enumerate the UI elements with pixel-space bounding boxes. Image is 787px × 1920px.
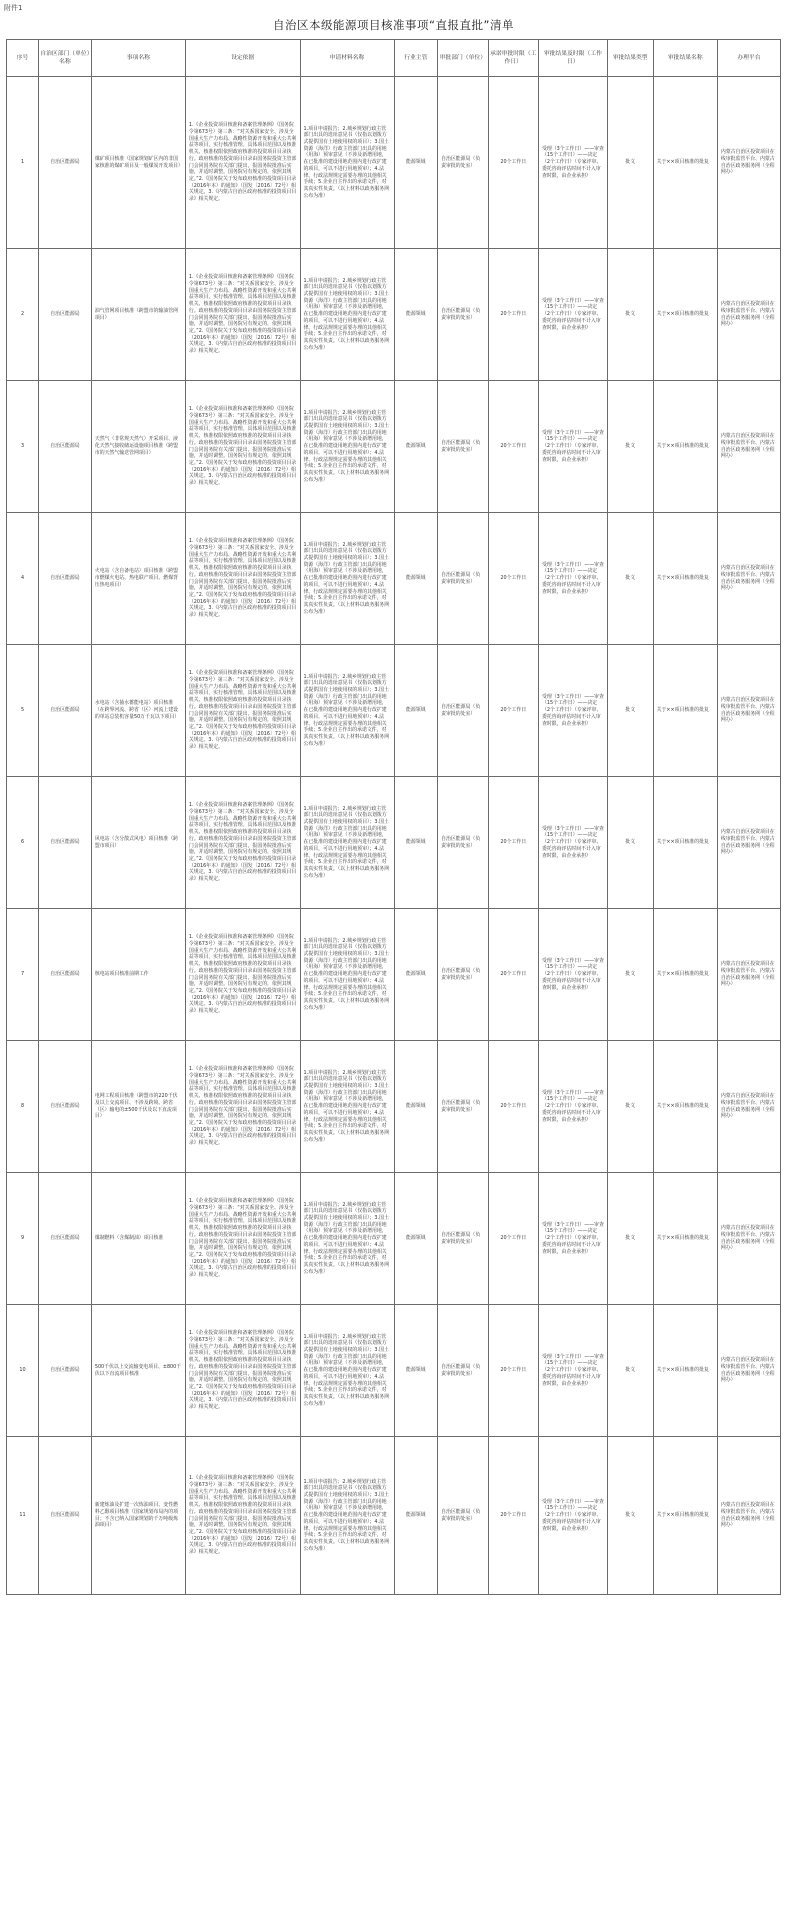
approver-cell: 自治区能源局（负责审批的处室） <box>438 1305 488 1437</box>
result-name-cell: 关于××项目核准的批复 <box>653 1173 717 1305</box>
row-number-cell: 6 <box>7 777 39 909</box>
industry-cell: 能源领域 <box>394 249 438 381</box>
result-type-cell: 批文 <box>607 1173 653 1305</box>
result-type-cell: 批文 <box>607 1041 653 1173</box>
platform-cell: 内蒙古自治区投资项目在线审批监管平台、内蒙古自治区政务服务网（全程网办） <box>717 645 780 777</box>
materials-cell: 1.项目申请报告；2.城乡规划行政主管部门出具的选址意见书（仅指以划拨方式提供国有土地使用权的项目）；3.国土资源（海洋）行政主管部门出具的用地（用海）预审意见（不涉及新增用地，在已批准的建设用地范围内进行改扩建的项目，可以不进行用地预审）；4.法律、行政法规规定需要办理的其他相关手续；5.企业自主作出的承诺文件，对其真实性负责。（以上材料以政务服务网公布为准） <box>300 1305 394 1437</box>
item-name-cell: 风电站（含分散式风电）项目核准（跨盟市项目） <box>91 777 185 909</box>
approver-cell: 自治区能源局（负责审批的处室） <box>438 777 488 909</box>
time-limit-cell: 20个工作日 <box>488 1305 538 1437</box>
row-number-cell: 2 <box>7 249 39 381</box>
table-row <box>7 1173 781 1305</box>
basis-cell: 1.《企业投资项目核准和备案管理条例》（国务院令第673号）第三条：“对关系国家安全、涉及全国重大生产力布局、战略性资源开发和重大公共利益等项目，实行核准管理。具体项目范围以及核准机关、核准权限依照政府核准的投资项目目录执行。政府核准的投资项目目录由国务院投资主管部门会同国务院有关部门提出，报国务院批准后实施，并适时调整。国务院另有规定的，依照其规定。”2.《国务院关于发布政府核准的投资项目目录（2016年本）的通知》（国发〔2016〕72号）相关规定。3.《内蒙古自治区政府核准的投资项目目录》相关规定。 <box>185 381 300 513</box>
approval-list-table <box>6 39 781 1595</box>
platform-cell: 内蒙古自治区投资项目在线审批监管平台、内蒙古自治区政务服务网（全程网办） <box>717 1173 780 1305</box>
department-cell: 自治区能源局 <box>39 645 92 777</box>
table-row <box>7 909 781 1041</box>
department-cell: 自治区能源局 <box>39 777 92 909</box>
time-limit-cell: 20个工作日 <box>488 1173 538 1305</box>
department-cell: 自治区能源局 <box>39 909 92 1041</box>
header-cell: 行业主管 <box>394 40 438 77</box>
result-timeline-cell: 受理（3个工作日）——审查（15个工作日）——决定（2个工作日）（专家评审、委托咨询评估时间不计入审查时限，由企业承担） <box>538 909 607 1041</box>
result-type-cell: 批文 <box>607 909 653 1041</box>
materials-cell: 1.项目申请报告；2.城乡规划行政主管部门出具的选址意见书（仅指以划拨方式提供国有土地使用权的项目）；3.国土资源（海洋）行政主管部门出具的用地（用海）预审意见（不涉及新增用地，在已批准的建设用地范围内进行改扩建的项目，可以不进行用地预审）；4.法律、行政法规规定需要办理的其他相关手续；5.企业自主作出的承诺文件，对其真实性负责。（以上材料以政务服务网公布为准） <box>300 645 394 777</box>
header-cell: 事项名称 <box>91 40 185 77</box>
table-row <box>7 1437 781 1595</box>
result-name-cell: 关于××项目核准的批复 <box>653 777 717 909</box>
industry-cell: 能源领域 <box>394 513 438 645</box>
row-number-cell: 3 <box>7 381 39 513</box>
item-name-cell: 油气管网项目核准（跨盟市的输油管网项目） <box>91 249 185 381</box>
result-name-cell: 关于××项目核准的批复 <box>653 909 717 1041</box>
header-cell: 承诺审批时限（工作日） <box>488 40 538 77</box>
table-row <box>7 777 781 909</box>
approver-cell: 自治区能源局（负责审批的处室） <box>438 1173 488 1305</box>
table-row <box>7 77 781 249</box>
result-timeline-cell: 受理（3个工作日）——审查（15个工作日）——决定（2个工作日）（专家评审、委托咨询评估时间不计入审查时限，由企业承担） <box>538 1437 607 1595</box>
industry-cell: 能源领域 <box>394 77 438 249</box>
item-name-cell: 煤制燃料（含煤制油）项目核准 <box>91 1173 185 1305</box>
time-limit-cell: 20个工作日 <box>488 77 538 249</box>
result-type-cell: 批文 <box>607 77 653 249</box>
platform-cell: 内蒙古自治区投资项目在线审批监管平台、内蒙古自治区政务服务网（全程网办） <box>717 77 780 249</box>
materials-cell: 1.项目申请报告；2.城乡规划行政主管部门出具的选址意见书（仅指以划拨方式提供国有土地使用权的项目）；3.国土资源（海洋）行政主管部门出具的用地（用海）预审意见（不涉及新增用地，在已批准的建设用地范围内进行改扩建的项目，可以不进行用地预审）；4.法律、行政法规规定需要办理的其他相关手续；5.企业自主作出的承诺文件，对其真实性负责。（以上材料以政务服务网公布为准） <box>300 1437 394 1595</box>
header-cell: 审批结果类型 <box>607 40 653 77</box>
result-type-cell: 批文 <box>607 249 653 381</box>
result-type-cell: 批文 <box>607 1437 653 1595</box>
document-title: 自治区本级能源项目核准事项“直报直批”清单 <box>273 18 514 32</box>
item-name-cell: 煤矿项目核准（国家规划矿区内的非国家核准的煤矿项目及一般煤炭开发项目） <box>91 77 185 249</box>
row-number-cell: 5 <box>7 645 39 777</box>
platform-cell: 内蒙古自治区投资项目在线审批监管平台、内蒙古自治区政务服务网（全程网办） <box>717 777 780 909</box>
time-limit-cell: 20个工作日 <box>488 1437 538 1595</box>
industry-cell: 能源领域 <box>394 777 438 909</box>
result-type-cell: 批文 <box>607 381 653 513</box>
header-cell: 审批结果名称 <box>653 40 717 77</box>
result-name-cell: 关于××项目核准的批复 <box>653 1041 717 1173</box>
result-timeline-cell: 受理（3个工作日）——审查（15个工作日）——决定（2个工作日）（专家评审、委托咨询评估时间不计入审查时限，由企业承担） <box>538 249 607 381</box>
materials-cell: 1.项目申请报告；2.城乡规划行政主管部门出具的选址意见书（仅指以划拨方式提供国有土地使用权的项目）；3.国土资源（海洋）行政主管部门出具的用地（用海）预审意见（不涉及新增用地，在已批准的建设用地范围内进行改扩建的项目，可以不进行用地预审）；4.法律、行政法规规定需要办理的其他相关手续；5.企业自主作出的承诺文件，对其真实性负责。（以上材料以政务服务网公布为准） <box>300 909 394 1041</box>
platform-cell: 内蒙古自治区投资项目在线审批监管平台、内蒙古自治区政务服务网（全程网办） <box>717 1041 780 1173</box>
industry-cell: 能源领域 <box>394 1437 438 1595</box>
header-cell: 申请材料名称 <box>300 40 394 77</box>
materials-cell: 1.项目申请报告；2.城乡规划行政主管部门出具的选址意见书（仅指以划拨方式提供国有土地使用权的项目）；3.国土资源（海洋）行政主管部门出具的用地（用海）预审意见（不涉及新增用地，在已批准的建设用地范围内进行改扩建的项目，可以不进行用地预审）；4.法律、行政法规规定需要办理的其他相关手续；5.企业自主作出的承诺文件，对其真实性负责。（以上材料以政务服务网公布为准） <box>300 1041 394 1173</box>
platform-cell: 内蒙古自治区投资项目在线审批监管平台、内蒙古自治区政务服务网（全程网办） <box>717 249 780 381</box>
industry-cell: 能源领域 <box>394 1305 438 1437</box>
result-timeline-cell: 受理（3个工作日）——审查（15个工作日）——决定（2个工作日）（专家评审、委托咨询评估时间不计入审查时限，由企业承担） <box>538 381 607 513</box>
materials-cell: 1.项目申请报告；2.城乡规划行政主管部门出具的选址意见书（仅指以划拨方式提供国有土地使用权的项目）；3.国土资源（海洋）行政主管部门出具的用地（用海）预审意见（不涉及新增用地，在已批准的建设用地范围内进行改扩建的项目，可以不进行用地预审）；4.法律、行政法规规定需要办理的其他相关手续；5.企业自主作出的承诺文件，对其真实性负责。（以上材料以政务服务网公布为准） <box>300 77 394 249</box>
table-row <box>7 249 781 381</box>
approver-cell: 自治区能源局（负责审批的处室） <box>438 909 488 1041</box>
approver-cell: 自治区能源局（负责审批的处室） <box>438 381 488 513</box>
row-number-cell: 4 <box>7 513 39 645</box>
result-name-cell: 关于××项目核准的批复 <box>653 249 717 381</box>
table-row <box>7 645 781 777</box>
time-limit-cell: 20个工作日 <box>488 513 538 645</box>
department-cell: 自治区能源局 <box>39 1305 92 1437</box>
basis-cell: 1.《企业投资项目核准和备案管理条例》（国务院令第673号）第三条：“对关系国家安全、涉及全国重大生产力布局、战略性资源开发和重大公共利益等项目，实行核准管理。具体项目范围以及核准机关、核准权限依照政府核准的投资项目目录执行。政府核准的投资项目目录由国务院投资主管部门会同国务院有关部门提出，报国务院批准后实施，并适时调整。国务院另有规定的，依照其规定。”2.《国务院关于发布政府核准的投资项目目录（2016年本）的通知》（国发〔2016〕72号）相关规定。3.《内蒙古自治区政府核准的投资项目目录》相关规定。 <box>185 513 300 645</box>
department-cell: 自治区能源局 <box>39 249 92 381</box>
result-type-cell: 批文 <box>607 1305 653 1437</box>
header-cell: 审批部门（单位） <box>438 40 488 77</box>
approver-cell: 自治区能源局（负责审批的处室） <box>438 645 488 777</box>
result-name-cell: 关于××项目核准的批复 <box>653 77 717 249</box>
result-type-cell: 批文 <box>607 777 653 909</box>
header-cell: 设定依据 <box>185 40 300 77</box>
department-cell: 自治区能源局 <box>39 1173 92 1305</box>
item-name-cell: 电网工程项目核准（跨盟市的220千伏及以上交流项目、不涉及跨境、跨省（区）输电的±500千伏及以下直流项目） <box>91 1041 185 1173</box>
department-cell: 自治区能源局 <box>39 77 92 249</box>
result-name-cell: 关于××项目核准的批复 <box>653 513 717 645</box>
row-number-cell: 8 <box>7 1041 39 1173</box>
row-number-cell: 11 <box>7 1437 39 1595</box>
basis-cell: 1.《企业投资项目核准和备案管理条例》（国务院令第673号）第三条：“对关系国家安全、涉及全国重大生产力布局、战略性资源开发和重大公共利益等项目，实行核准管理。具体项目范围以及核准机关、核准权限依照政府核准的投资项目目录执行。政府核准的投资项目目录由国务院投资主管部门会同国务院有关部门提出，报国务院批准后实施，并适时调整。国务院另有规定的，依照其规定。”2.《国务院关于发布政府核准的投资项目目录（2016年本）的通知》（国发〔2016〕72号）相关规定。3.《内蒙古自治区政府核准的投资项目目录》相关规定。 <box>185 77 300 249</box>
row-number-cell: 1 <box>7 77 39 249</box>
basis-cell: 1.《企业投资项目核准和备案管理条例》（国务院令第673号）第三条：“对关系国家安全、涉及全国重大生产力布局、战略性资源开发和重大公共利益等项目，实行核准管理。具体项目范围以及核准机关、核准权限依照政府核准的投资项目目录执行。政府核准的投资项目目录由国务院投资主管部门会同国务院有关部门提出，报国务院批准后实施，并适时调整。国务院另有规定的，依照其规定。”2.《国务院关于发布政府核准的投资项目目录（2016年本）的通知》（国发〔2016〕72号）相关规定。3.《内蒙古自治区政府核准的投资项目目录》相关规定。 <box>185 249 300 381</box>
department-cell: 自治区能源局 <box>39 381 92 513</box>
approver-cell: 自治区能源局（负责审批的处室） <box>438 1437 488 1595</box>
attachment-label: 附件1 <box>4 4 23 12</box>
department-cell: 自治区能源局 <box>39 1041 92 1173</box>
basis-cell: 1.《企业投资项目核准和备案管理条例》（国务院令第673号）第三条：“对关系国家安全、涉及全国重大生产力布局、战略性资源开发和重大公共利益等项目，实行核准管理。具体项目范围以及核准机关、核准权限依照政府核准的投资项目目录执行。政府核准的投资项目目录由国务院投资主管部门会同国务院有关部门提出，报国务院批准后实施，并适时调整。国务院另有规定的，依照其规定。”2.《国务院关于发布政府核准的投资项目目录（2016年本）的通知》（国发〔2016〕72号）相关规定。3.《内蒙古自治区政府核准的投资项目目录》相关规定。 <box>185 777 300 909</box>
item-name-cell: 新建炼油及扩建一次炼油项目、变性燃料乙醇项目核准（国家规划布局内的项目；不含已纳入国家规划的千万吨级炼油项目） <box>91 1437 185 1595</box>
result-name-cell: 关于××项目核准的批复 <box>653 645 717 777</box>
item-name-cell: 火电站（含自备电站）项目核准（跨盟市燃煤火电站、热电联产项目、燃煤背压热电项目） <box>91 513 185 645</box>
time-limit-cell: 20个工作日 <box>488 777 538 909</box>
department-cell: 自治区能源局 <box>39 513 92 645</box>
item-name-cell: 天然气（非常规天然气）开采项目、液化天然气接收储运设施项目核准（跨盟市的天然气输送管网项目） <box>91 381 185 513</box>
time-limit-cell: 20个工作日 <box>488 645 538 777</box>
platform-cell: 内蒙古自治区投资项目在线审批监管平台、内蒙古自治区政务服务网（全程网办） <box>717 1305 780 1437</box>
row-number-cell: 7 <box>7 909 39 1041</box>
industry-cell: 能源领域 <box>394 381 438 513</box>
table-header-row <box>7 40 781 77</box>
approver-cell: 自治区能源局（负责审批的处室） <box>438 1041 488 1173</box>
header-cell: 自治区部门（单位）名称 <box>39 40 92 77</box>
item-name-cell: 500千伏以上交流输变电项目、±800千伏以下直流项目核准 <box>91 1305 185 1437</box>
header-cell: 序号 <box>7 40 39 77</box>
result-type-cell: 批文 <box>607 645 653 777</box>
materials-cell: 1.项目申请报告；2.城乡规划行政主管部门出具的选址意见书（仅指以划拨方式提供国有土地使用权的项目）；3.国土资源（海洋）行政主管部门出具的用地（用海）预审意见（不涉及新增用地，在已批准的建设用地范围内进行改扩建的项目，可以不进行用地预审）；4.法律、行政法规规定需要办理的其他相关手续；5.企业自主作出的承诺文件，对其真实性负责。（以上材料以政务服务网公布为准） <box>300 381 394 513</box>
header-cell: 办理平台 <box>717 40 780 77</box>
result-timeline-cell: 受理（3个工作日）——审查（15个工作日）——决定（2个工作日）（专家评审、委托咨询评估时间不计入审查时限，由企业承担） <box>538 1305 607 1437</box>
result-timeline-cell: 受理（3个工作日）——审查（15个工作日）——决定（2个工作日）（专家评审、委托咨询评估时间不计入审查时限，由企业承担） <box>538 1041 607 1173</box>
result-timeline-cell: 受理（3个工作日）——审查（15个工作日）——决定（2个工作日）（专家评审、委托咨询评估时间不计入审查时限，由企业承担） <box>538 513 607 645</box>
result-timeline-cell: 受理（3个工作日）——审查（15个工作日）——决定（2个工作日）（专家评审、委托咨询评估时间不计入审查时限，由企业承担） <box>538 645 607 777</box>
table-row <box>7 1305 781 1437</box>
approver-cell: 自治区能源局（负责审批的处室） <box>438 513 488 645</box>
industry-cell: 能源领域 <box>394 909 438 1041</box>
table-row <box>7 1041 781 1173</box>
row-number-cell: 9 <box>7 1173 39 1305</box>
materials-cell: 1.项目申请报告；2.城乡规划行政主管部门出具的选址意见书（仅指以划拨方式提供国有土地使用权的项目）；3.国土资源（海洋）行政主管部门出具的用地（用海）预审意见（不涉及新增用地，在已批准的建设用地范围内进行改扩建的项目，可以不进行用地预审）；4.法律、行政法规规定需要办理的其他相关手续；5.企业自主作出的承诺文件，对其真实性负责。（以上材料以政务服务网公布为准） <box>300 1173 394 1305</box>
time-limit-cell: 20个工作日 <box>488 1041 538 1173</box>
platform-cell: 内蒙古自治区投资项目在线审批监管平台、内蒙古自治区政务服务网（全程网办） <box>717 381 780 513</box>
basis-cell: 1.《企业投资项目核准和备案管理条例》（国务院令第673号）第三条：“对关系国家安全、涉及全国重大生产力布局、战略性资源开发和重大公共利益等项目，实行核准管理。具体项目范围以及核准机关、核准权限依照政府核准的投资项目目录执行。政府核准的投资项目目录由国务院投资主管部门会同国务院有关部门提出，报国务院批准后实施，并适时调整。国务院另有规定的，依照其规定。”2.《国务院关于发布政府核准的投资项目目录（2016年本）的通知》（国发〔2016〕72号）相关规定。3.《内蒙古自治区政府核准的投资项目目录》相关规定。 <box>185 1437 300 1595</box>
result-timeline-cell: 受理（3个工作日）——审查（15个工作日）——决定（2个工作日）（专家评审、委托咨询评估时间不计入审查时限，由企业承担） <box>538 77 607 249</box>
result-name-cell: 关于××项目核准的批复 <box>653 1305 717 1437</box>
department-cell: 自治区能源局 <box>39 1437 92 1595</box>
result-timeline-cell: 受理（3个工作日）——审查（15个工作日）——决定（2个工作日）（专家评审、委托咨询评估时间不计入审查时限，由企业承担） <box>538 1173 607 1305</box>
platform-cell: 内蒙古自治区投资项目在线审批监管平台、内蒙古自治区政务服务网（全程网办） <box>717 513 780 645</box>
table-row <box>7 381 781 513</box>
result-name-cell: 关于××项目核准的批复 <box>653 381 717 513</box>
result-type-cell: 批文 <box>607 513 653 645</box>
platform-cell: 内蒙古自治区投资项目在线审批监管平台、内蒙古自治区政务服务网（全程网办） <box>717 1437 780 1595</box>
approver-cell: 自治区能源局（负责审批的处室） <box>438 249 488 381</box>
materials-cell: 1.项目申请报告；2.城乡规划行政主管部门出具的选址意见书（仅指以划拨方式提供国有土地使用权的项目）；3.国土资源（海洋）行政主管部门出具的用地（用海）预审意见（不涉及新增用地，在已批准的建设用地范围内进行改扩建的项目，可以不进行用地预审）；4.法律、行政法规规定需要办理的其他相关手续；5.企业自主作出的承诺文件，对其真实性负责。（以上材料以政务服务网公布为准） <box>300 513 394 645</box>
industry-cell: 能源领域 <box>394 1041 438 1173</box>
basis-cell: 1.《企业投资项目核准和备案管理条例》（国务院令第673号）第三条：“对关系国家安全、涉及全国重大生产力布局、战略性资源开发和重大公共利益等项目，实行核准管理。具体项目范围以及核准机关、核准权限依照政府核准的投资项目目录执行。政府核准的投资项目目录由国务院投资主管部门会同国务院有关部门提出，报国务院批准后实施，并适时调整。国务院另有规定的，依照其规定。”2.《国务院关于发布政府核准的投资项目目录（2016年本）的通知》（国发〔2016〕72号）相关规定。3.《内蒙古自治区政府核准的投资项目目录》相关规定。 <box>185 645 300 777</box>
table-row <box>7 513 781 645</box>
industry-cell: 能源领域 <box>394 645 438 777</box>
basis-cell: 1.《企业投资项目核准和备案管理条例》（国务院令第673号）第三条：“对关系国家安全、涉及全国重大生产力布局、战略性资源开发和重大公共利益等项目，实行核准管理。具体项目范围以及核准机关、核准权限依照政府核准的投资项目目录执行。政府核准的投资项目目录由国务院投资主管部门会同国务院有关部门提出，报国务院批准后实施，并适时调整。国务院另有规定的，依照其规定。”2.《国务院关于发布政府核准的投资项目目录（2016年本）的通知》（国发〔2016〕72号）相关规定。3.《内蒙古自治区政府核准的投资项目目录》相关规定。 <box>185 1173 300 1305</box>
item-name-cell: 水电站（含抽水蓄能电站）项目核准（在跨界河流、跨省（区）河流上建设的单站总装机容量50万千瓦以下项目） <box>91 645 185 777</box>
materials-cell: 1.项目申请报告；2.城乡规划行政主管部门出具的选址意见书（仅指以划拨方式提供国有土地使用权的项目）；3.国土资源（海洋）行政主管部门出具的用地（用海）预审意见（不涉及新增用地，在已批准的建设用地范围内进行改扩建的项目，可以不进行用地预审）；4.法律、行政法规规定需要办理的其他相关手续；5.企业自主作出的承诺文件，对其真实性负责。（以上材料以政务服务网公布为准） <box>300 777 394 909</box>
materials-cell: 1.项目申请报告；2.城乡规划行政主管部门出具的选址意见书（仅指以划拨方式提供国有土地使用权的项目）；3.国土资源（海洋）行政主管部门出具的用地（用海）预审意见（不涉及新增用地，在已批准的建设用地范围内进行改扩建的项目，可以不进行用地预审）；4.法律、行政法规规定需要办理的其他相关手续；5.企业自主作出的承诺文件，对其真实性负责。（以上材料以政务服务网公布为准） <box>300 249 394 381</box>
result-timeline-cell: 受理（3个工作日）——审查（15个工作日）——决定（2个工作日）（专家评审、委托咨询评估时间不计入审查时限，由企业承担） <box>538 777 607 909</box>
time-limit-cell: 20个工作日 <box>488 909 538 1041</box>
industry-cell: 能源领域 <box>394 1173 438 1305</box>
basis-cell: 1.《企业投资项目核准和备案管理条例》（国务院令第673号）第三条：“对关系国家安全、涉及全国重大生产力布局、战略性资源开发和重大公共利益等项目，实行核准管理。具体项目范围以及核准机关、核准权限依照政府核准的投资项目目录执行。政府核准的投资项目目录由国务院投资主管部门会同国务院有关部门提出，报国务院批准后实施，并适时调整。国务院另有规定的，依照其规定。”2.《国务院关于发布政府核准的投资项目目录（2016年本）的通知》（国发〔2016〕72号）相关规定。3.《内蒙古自治区政府核准的投资项目目录》相关规定。 <box>185 909 300 1041</box>
platform-cell: 内蒙古自治区投资项目在线审批监管平台、内蒙古自治区政务服务网（全程网办） <box>717 909 780 1041</box>
time-limit-cell: 20个工作日 <box>488 249 538 381</box>
time-limit-cell: 20个工作日 <box>488 381 538 513</box>
approver-cell: 自治区能源局（负责审批的处室） <box>438 77 488 249</box>
header-cell: 审批结果及时限（工作日） <box>538 40 607 77</box>
result-name-cell: 关于××项目核准的批复 <box>653 1437 717 1595</box>
basis-cell: 1.《企业投资项目核准和备案管理条例》（国务院令第673号）第三条：“对关系国家安全、涉及全国重大生产力布局、战略性资源开发和重大公共利益等项目，实行核准管理。具体项目范围以及核准机关、核准权限依照政府核准的投资项目目录执行。政府核准的投资项目目录由国务院投资主管部门会同国务院有关部门提出，报国务院批准后实施，并适时调整。国务院另有规定的，依照其规定。”2.《国务院关于发布政府核准的投资项目目录（2016年本）的通知》（国发〔2016〕72号）相关规定。3.《内蒙古自治区政府核准的投资项目目录》相关规定。 <box>185 1041 300 1173</box>
row-number-cell: 10 <box>7 1305 39 1437</box>
basis-cell: 1.《企业投资项目核准和备案管理条例》（国务院令第673号）第三条：“对关系国家安全、涉及全国重大生产力布局、战略性资源开发和重大公共利益等项目，实行核准管理。具体项目范围以及核准机关、核准权限依照政府核准的投资项目目录执行。政府核准的投资项目目录由国务院投资主管部门会同国务院有关部门提出，报国务院批准后实施，并适时调整。国务院另有规定的，依照其规定。”2.《国务院关于发布政府核准的投资项目目录（2016年本）的通知》（国发〔2016〕72号）相关规定。3.《内蒙古自治区政府核准的投资项目目录》相关规定。 <box>185 1305 300 1437</box>
item-name-cell: 核电站项目核准前期工作 <box>91 909 185 1041</box>
